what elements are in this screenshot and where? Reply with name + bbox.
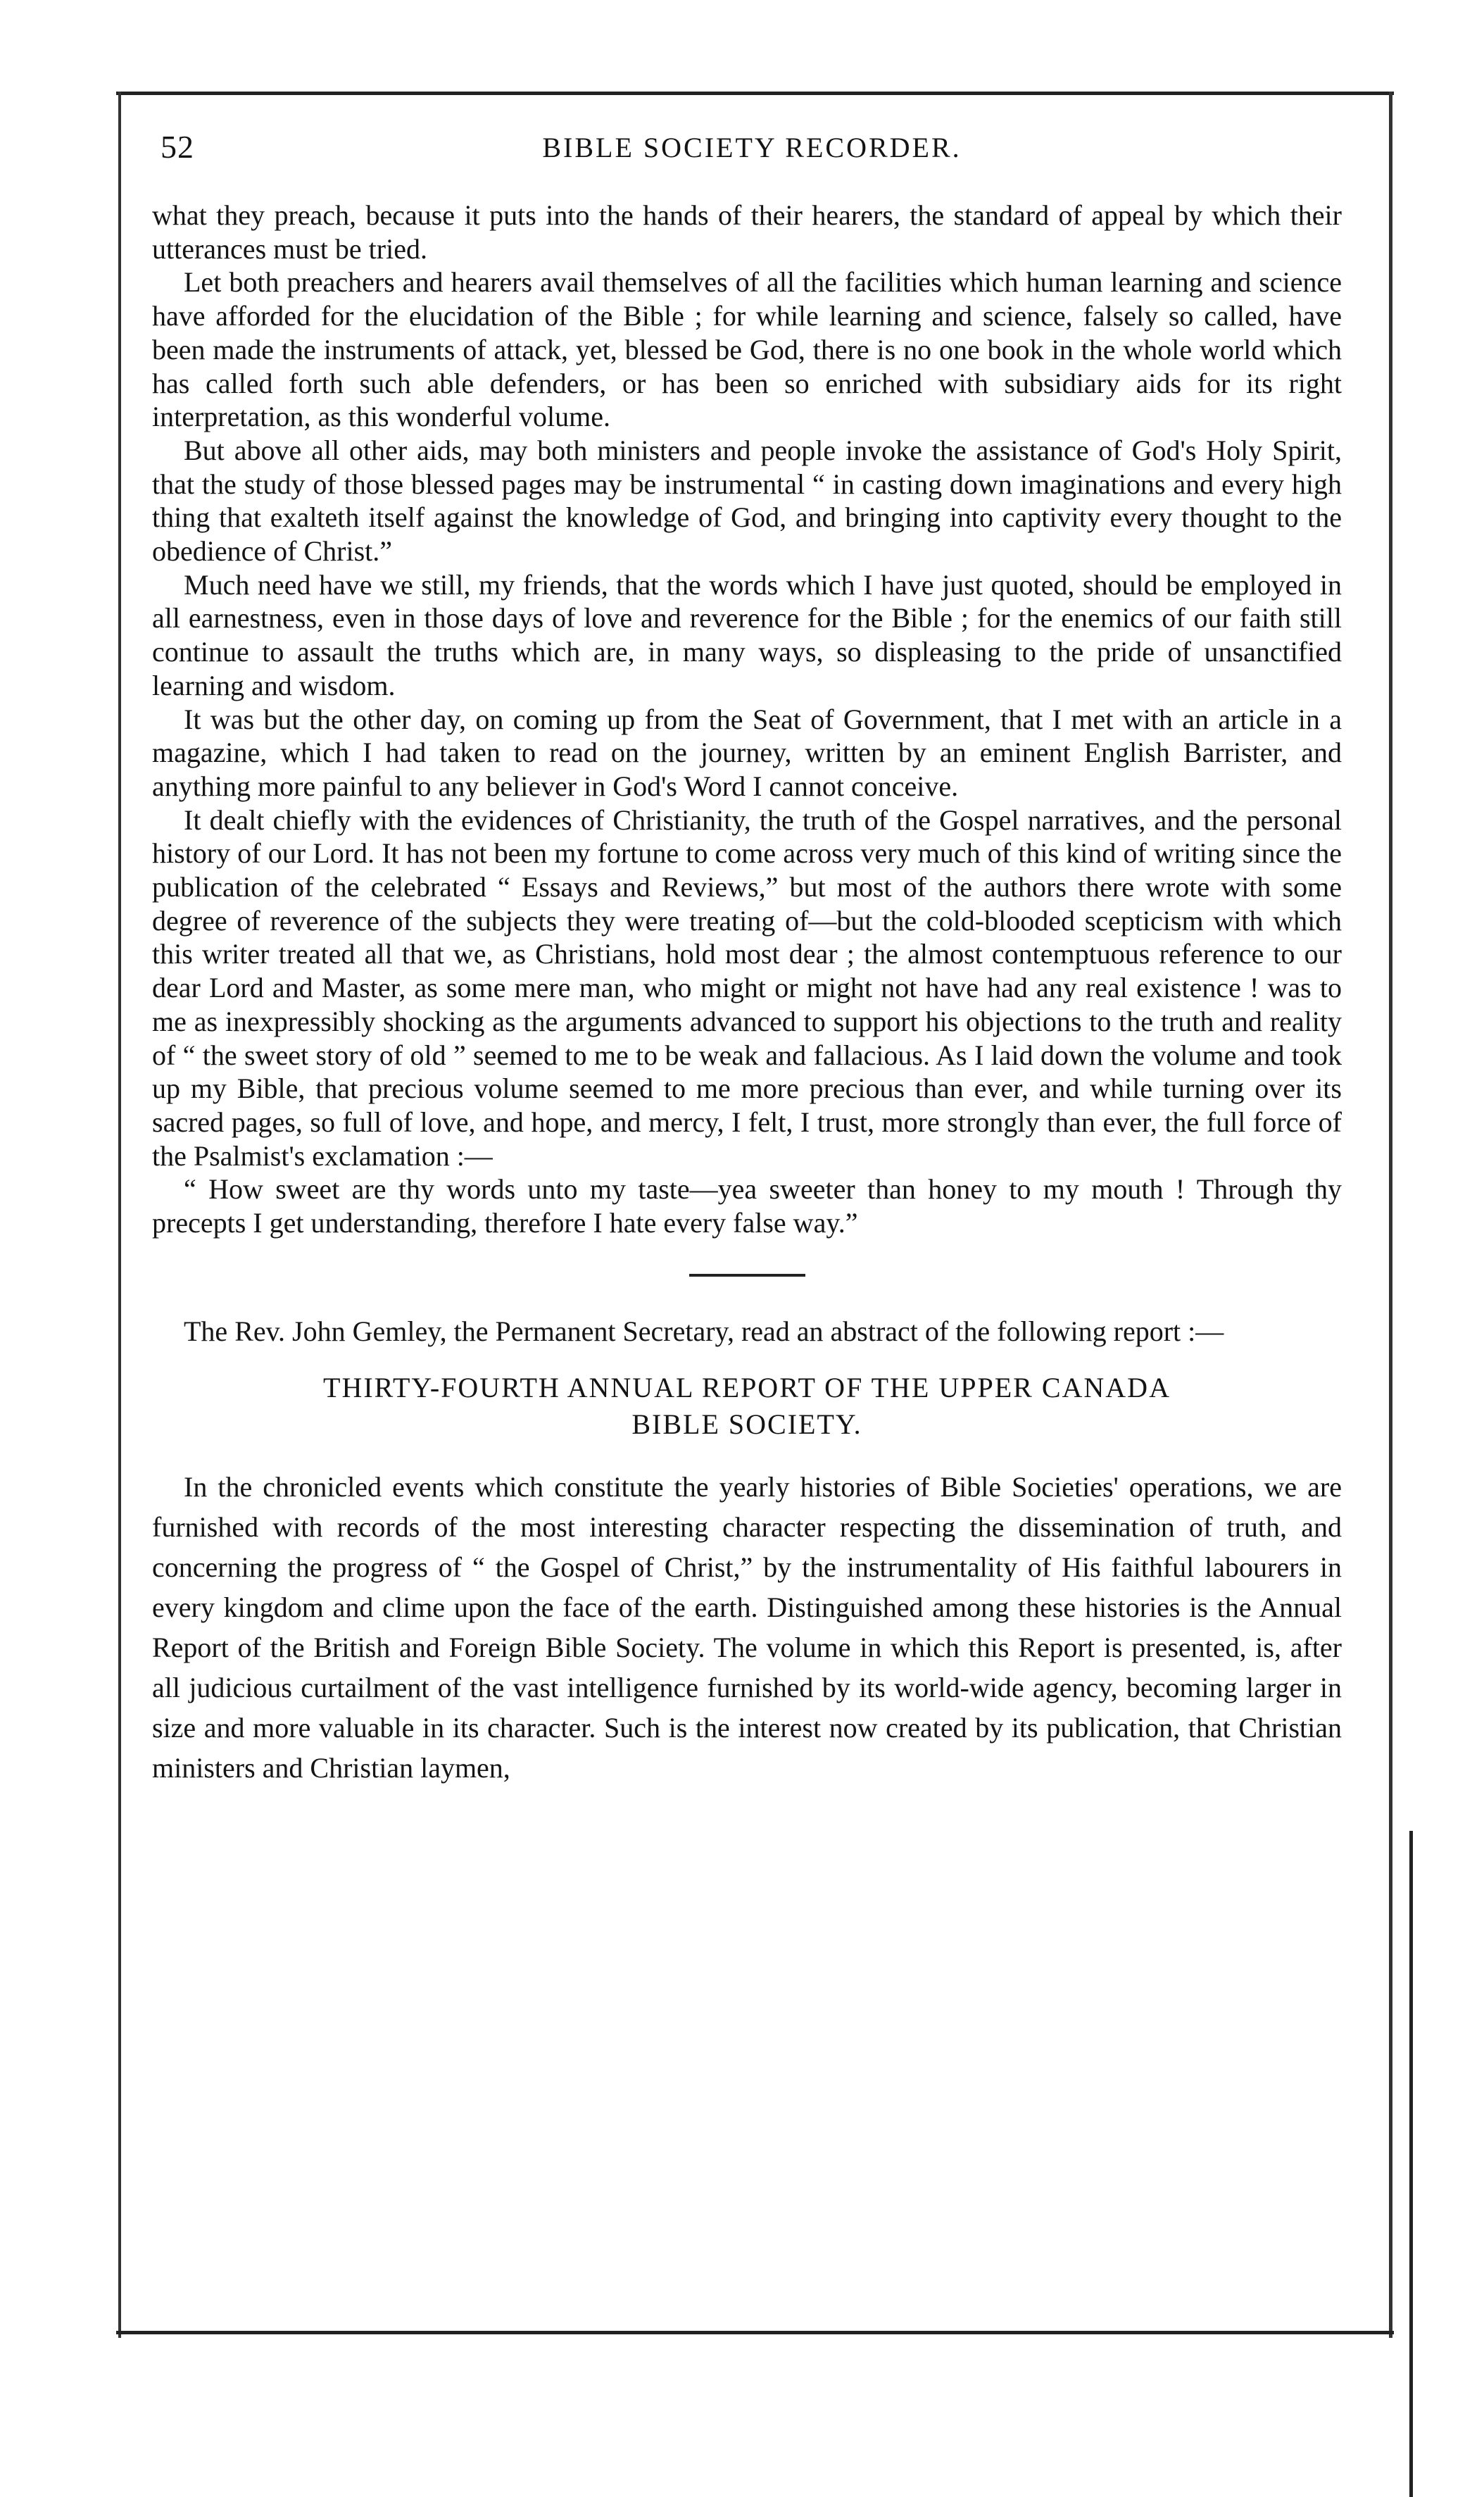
bottom-border-rule [116, 2331, 1394, 2334]
page-body [152, 199, 1342, 1788]
paragraph-facilities: Let both preachers and hearers avail themselves of all the facilities which human learning and science have afforded for the elucidation of the Bible ; for while learning and science, falsely so called, have been made the instruments of attack, yet, blessed be God, there is no one book in the whole world which has called forth such able defenders, or has been so enriched with subsidiary aids for its right interpretation, as this wonderful volume. [152, 266, 1342, 433]
paragraph-psalm-quote: “ How sweet are thy words unto my taste—yea sweeter than honey to my mouth ! Through thy precepts I get understanding, therefore I hate every false way.” [152, 1173, 1342, 1239]
paragraph-holy-spirit: But above all other aids, may both ministers and people invoke the assistance of God's Holy Spirit, that the study of those blessed pages may be instrumental “ in casting down imaginations and every high thing that exalteth itself against the knowledge of God, and bringing into captivity every thought to the obedience of Christ.” [152, 434, 1342, 568]
binding-edge-rule [1409, 1831, 1413, 2497]
paragraph-magazine-article: It was but the other day, on coming up from the Seat of Government, that I met with an article in a magazine, which I had taken to read on the journey, written by an eminent English Barrister, and anything more painful to any believer in God's Word I cannot conceive. [152, 703, 1342, 802]
section-separator [689, 1274, 805, 1277]
report-title-line-1: THIRTY-FOURTH ANNUAL REPORT OF THE UPPER CANADA [323, 1371, 1171, 1403]
paragraph-much-need: Much need have we still, my friends, that the words which I have just quoted, should be employed in all earnestness, even in those days of love and reverence for the Bible ; for the enemics of our faith still continue to assault the truths which are, in many ways, so displeasing to the pride of unsanctified learning and wisdom. [152, 568, 1342, 701]
report-intro: The Rev. John Gemley, the Permanent Secretary, read an abstract of the following report :— [184, 1315, 1224, 1347]
paragraph-evidences: It dealt chiefly with the evidences of Christianity, the truth of the Gospel narratives, and the personal history of our Lord. It has not been my fortune to come across very much of this kind of writing since the publication of the celebrated “ Essays and Reviews,” but most of the authors there wrote with some degree of reverence of the subjects they were treating of—but the cold-blooded scepticism with which this writer treated all that we, as Christians, hold most dear ; the almost contemptuous reference to our dear Lord and Master, as some mere man, who might or might not have had any real existence ! was to me as inexpressibly shocking as the arguments advanced to support his objections to the truth and reality of “ the sweet story of old ” seemed to me to be weak and fallacious. As I laid down the volume and took up my Bible, that precious volume seemed to me more precious than ever, and while turning over its sacred pages, so full of love, and hope, and mercy, I felt, I trust, more strongly than ever, the full force of the Psalmist's exclamation :— [152, 803, 1342, 1172]
top-border-rule [116, 92, 1394, 95]
report-title-line-2: BIBLE SOCIETY. [631, 1408, 862, 1440]
left-border-rule [118, 92, 121, 2338]
paragraph-continuation: what they preach, because it puts into the hands of their hearers, the standard of appeal by which their utterances must be tried. [152, 199, 1342, 265]
running-head: BIBLE SOCIETY RECORDER. [542, 132, 962, 163]
report-text: In the chronicled events which constitute the yearly histories of Bible Societies' operations, we are furnished with records of the most interesting character respecting the dissemination of truth, and concerning the progress of “ the Gospel of Christ,” by the instrumentality of His faithful labourers in every kingdom and clime upon the face of the earth. Distinguished among these histories is the Annual Report of the British and Foreign Bible Society. The volume in which this Report is presented, is, after all judicious curtailment of the vast intelligence furnished by its world-wide agency, becoming larger in size and more valuable in its character. Such is the interest now created by its publication, that Christian ministers and Christian laymen, [152, 1470, 1342, 1784]
page-number: 52 [161, 129, 194, 165]
page-header [161, 128, 1343, 170]
report-title [152, 1370, 1342, 1443]
right-border-rule [1389, 92, 1392, 2338]
